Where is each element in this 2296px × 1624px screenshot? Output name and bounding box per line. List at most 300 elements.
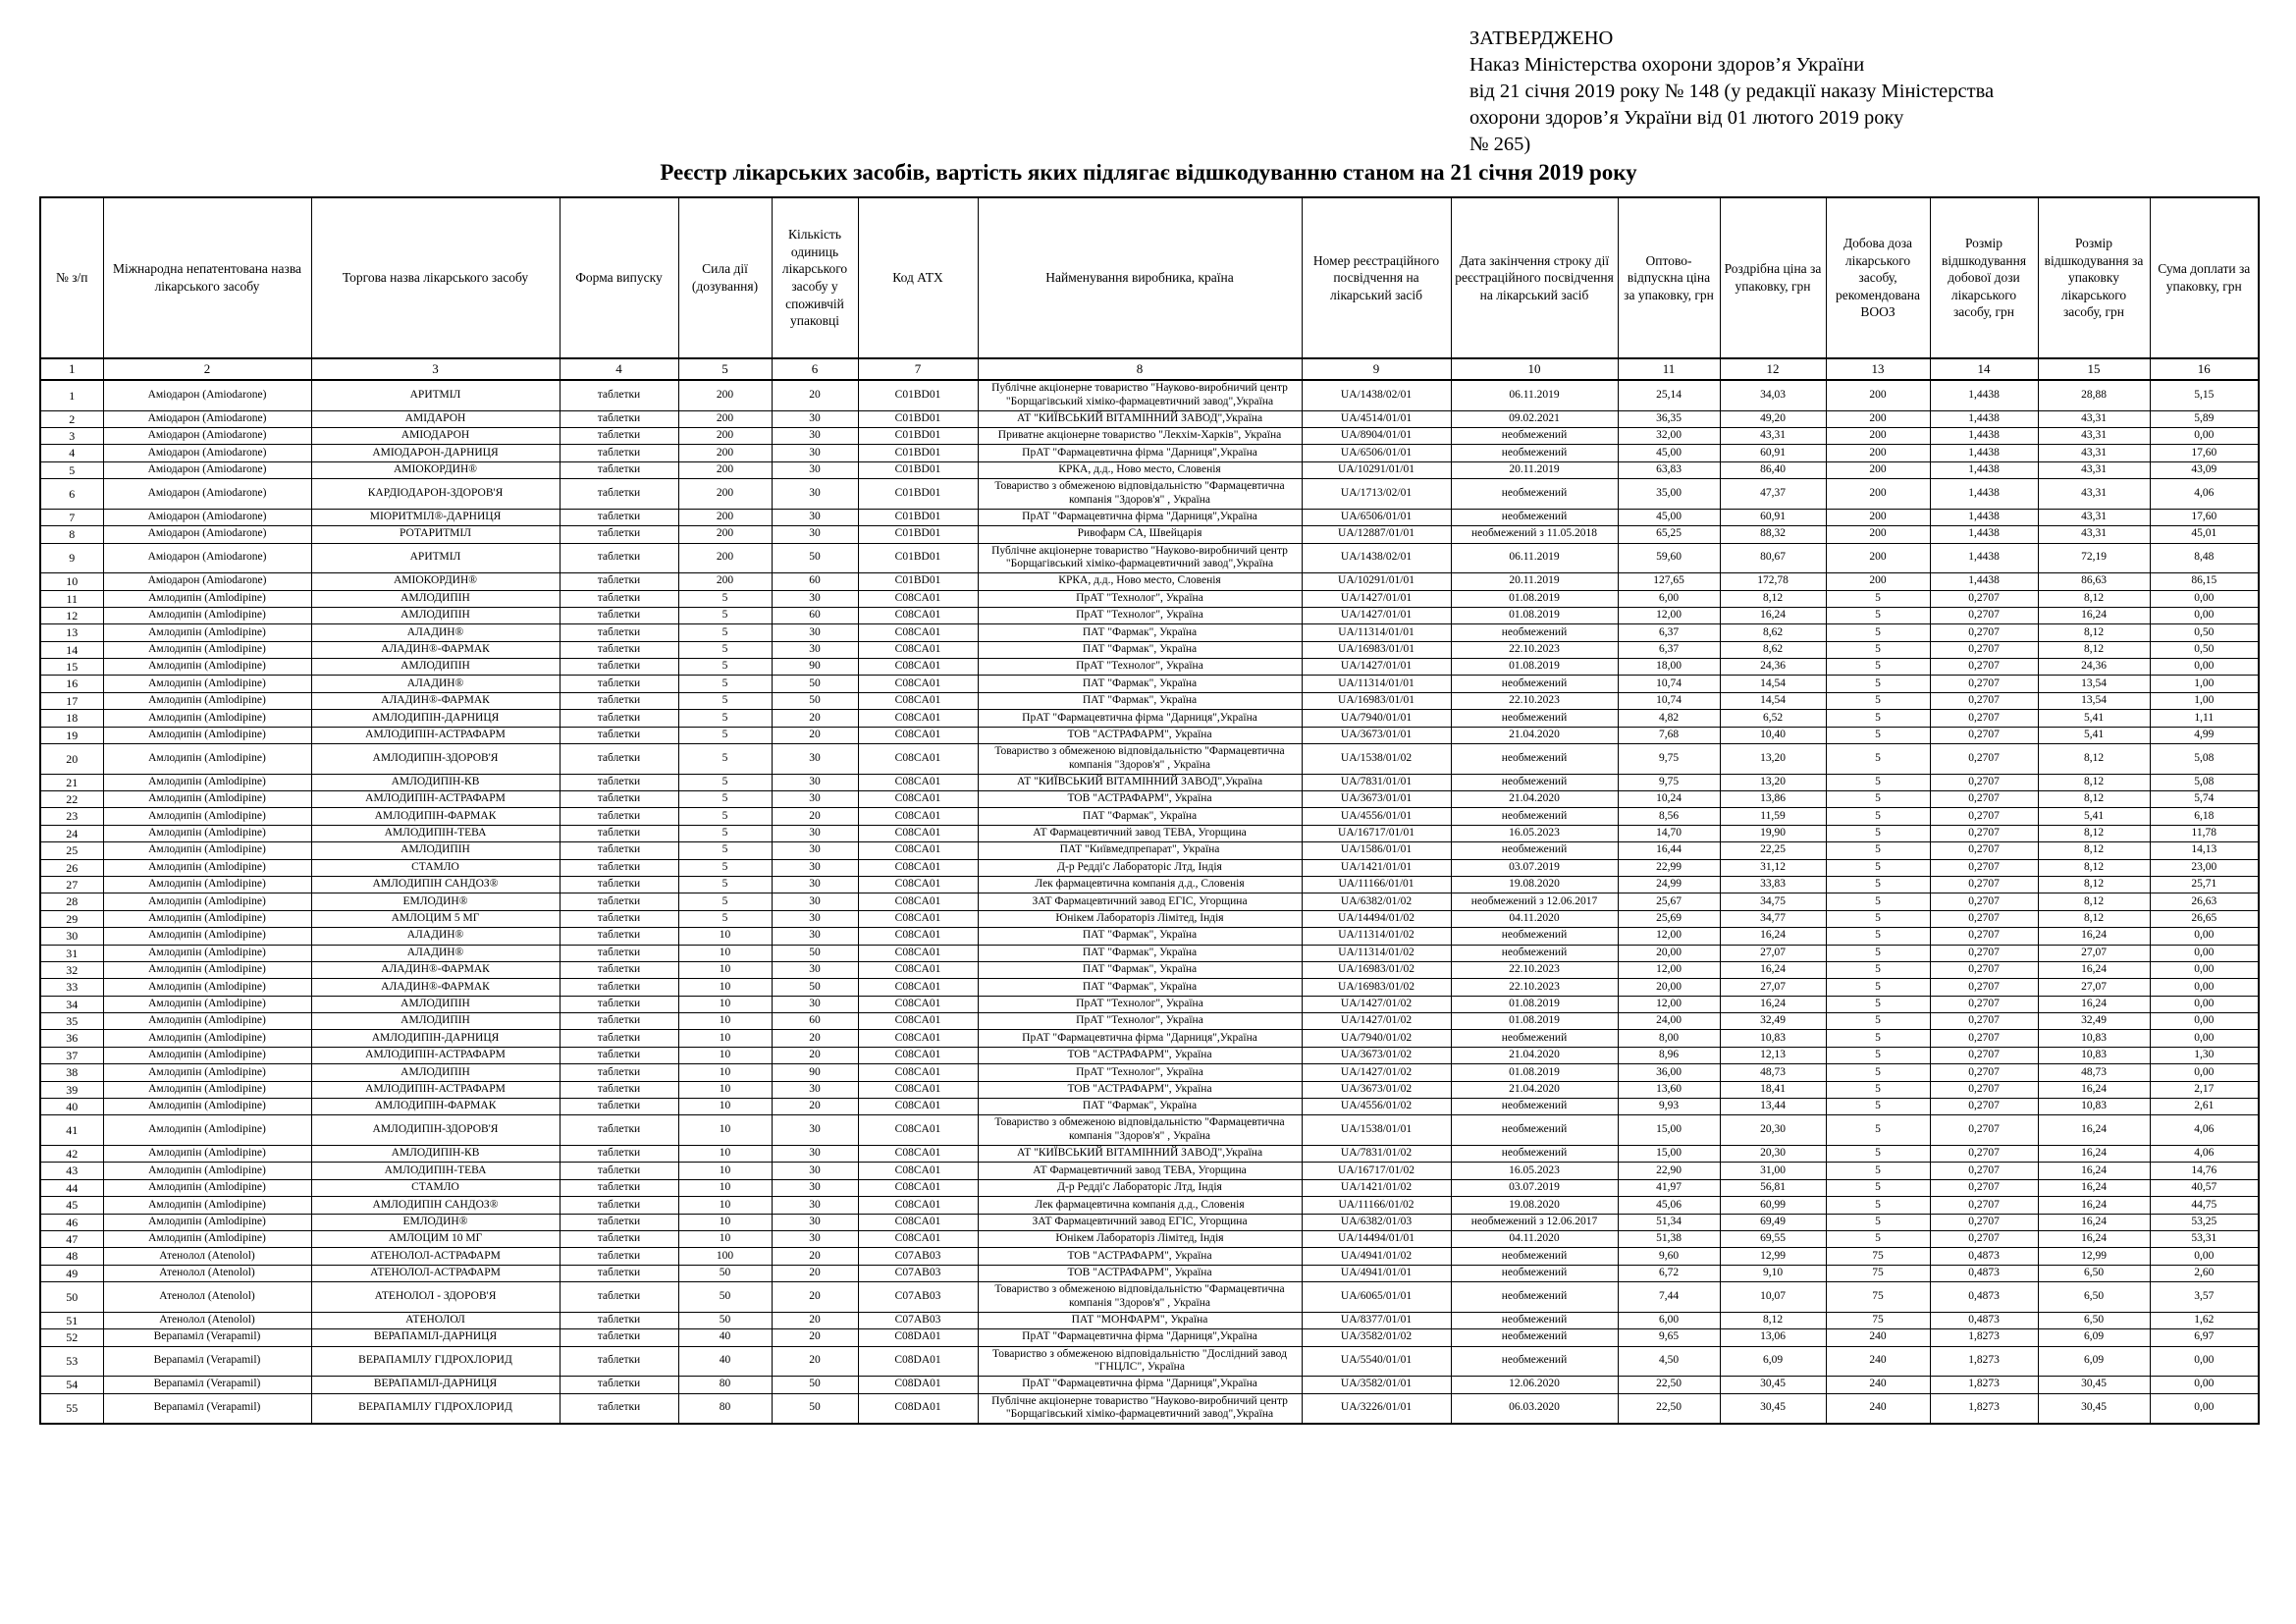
cell: 36 [40,1030,103,1047]
cell: 30,45 [2038,1377,2150,1393]
cell: C08CA01 [858,1099,978,1115]
cell: ПАТ "Київмедпрепарат", Україна [978,842,1302,859]
cell: 5 [1826,1230,1930,1247]
cell: 0,2707 [1930,774,2038,790]
cell: 45 [40,1197,103,1214]
cell: 9,65 [1618,1329,1720,1346]
cell: 0,2707 [1930,1115,2038,1146]
cell: 43,31 [2038,461,2150,478]
cell: АТЕНОЛОЛ [311,1312,560,1328]
cell: 24,36 [1720,659,1826,676]
cell: АМІОДАРОН [311,427,560,444]
cell: необмежений [1451,1346,1618,1377]
cell: C01BD01 [858,445,978,461]
cell: АМЛОДИПІН [311,607,560,623]
cell: UA/3673/01/02 [1302,1047,1451,1063]
column-header-16: Сума доплати за упаковку, грн [2150,197,2259,358]
column-header-12: Роздрібна ціна за упаковку, грн [1720,197,1826,358]
cell: 40 [678,1346,772,1377]
cell: 39 [40,1081,103,1098]
cell: 16,24 [1720,928,1826,945]
cell: 8,12 [2038,876,2150,893]
table-row [40,808,2259,825]
cell: таблетки [560,445,678,461]
cell: таблетки [560,893,678,910]
cell: 14,13 [2150,842,2259,859]
cell: 200 [678,573,772,590]
cell: АМЛОДИПІН-АСТРАФАРМ [311,1047,560,1063]
table-row [40,910,2259,927]
cell: 60,99 [1720,1197,1826,1214]
cell: КРКА, д.д., Ново место, Словенія [978,461,1302,478]
cell: 200 [1826,461,1930,478]
cell: 50 [772,945,858,961]
cell: 0,00 [2150,427,2259,444]
cell: Амлодипін (Amlodipine) [103,1081,311,1098]
cell: 5 [1826,1163,1930,1179]
table-row [40,842,2259,859]
column-number-row [40,358,2259,380]
cell: 0,00 [2150,659,2259,676]
cell: необмежений [1451,808,1618,825]
cell: 20 [772,727,858,743]
cell: АМЛОДИПІН-ДАРНИЦЯ [311,1030,560,1047]
cell: РОТАРИТМІЛ [311,526,560,543]
cell: ТОВ "АСТРАФАРМ", Україна [978,1081,1302,1098]
cell: 0,00 [2150,945,2259,961]
cell: 10 [678,1197,772,1214]
cell: 30 [772,445,858,461]
cell: КАРДІОДАРОН-ЗДОРОВ'Я [311,479,560,510]
cell: 5 [1826,727,1930,743]
cell: C01BD01 [858,410,978,427]
cell: C08CA01 [858,859,978,876]
cell: 0,2707 [1930,1163,2038,1179]
cell: необмежений [1451,710,1618,727]
cell: C08DA01 [858,1393,978,1424]
cell: UA/3673/01/01 [1302,791,1451,808]
cell: 12,00 [1618,928,1720,945]
cell: Амлодипін (Amlodipine) [103,727,311,743]
cell: таблетки [560,1312,678,1328]
cell: Амлодипін (Amlodipine) [103,961,311,978]
cell: 20 [772,1346,858,1377]
cell: необмежений [1451,509,1618,525]
cell: 30,45 [2038,1393,2150,1424]
cell: таблетки [560,1146,678,1163]
cell: UA/7940/01/02 [1302,1030,1451,1047]
cell: Атенолол (Atenolol) [103,1265,311,1281]
cell: 18 [40,710,103,727]
column-number-13: 13 [1826,358,1930,380]
cell: 25 [40,842,103,859]
cell: 13,60 [1618,1081,1720,1098]
cell: 30 [772,774,858,790]
cell: таблетки [560,1230,678,1247]
approval-line-5: № 265) [1469,134,1531,155]
cell: 5,74 [2150,791,2259,808]
cell: C08CA01 [858,692,978,709]
cell: 50 [678,1312,772,1328]
cell: C07AB03 [858,1312,978,1328]
cell: 8,12 [1720,590,1826,607]
cell: 8,12 [2038,825,2150,841]
cell: АЛАДИН® [311,624,560,641]
cell: UA/3673/01/01 [1302,727,1451,743]
cell: 200 [1826,526,1930,543]
cell: 25,67 [1618,893,1720,910]
cell: 8,12 [2038,842,2150,859]
cell: 0,00 [2150,996,2259,1012]
cell: Аміодарон (Amiodarone) [103,526,311,543]
cell: 5 [1826,1115,1930,1146]
cell: АМЛОЦИМ 10 МГ [311,1230,560,1247]
cell: 25,69 [1618,910,1720,927]
table-row [40,461,2259,478]
cell: UA/1538/01/01 [1302,1115,1451,1146]
cell: 5 [678,893,772,910]
cell: 4,99 [2150,727,2259,743]
cell: ВЕРАПАМІЛ-ДАРНИЦЯ [311,1329,560,1346]
cell: 30 [40,928,103,945]
cell: 20 [772,1312,858,1328]
cell: 22,99 [1618,859,1720,876]
cell: 32,49 [2038,1013,2150,1030]
cell: 30,45 [1720,1393,1826,1424]
cell: 1,8273 [1930,1346,2038,1377]
cell: 5 [1826,808,1930,825]
cell: АМІДАРОН [311,410,560,427]
cell: ПАТ "МОНФАРМ", Україна [978,1312,1302,1328]
cell: АРИТМІЛ [311,543,560,573]
cell: 35,00 [1618,479,1720,510]
cell: АЛАДИН® [311,676,560,692]
cell: 5 [678,624,772,641]
cell: UA/3582/01/01 [1302,1377,1451,1393]
cell: Ривофарм СА, Швейцарія [978,526,1302,543]
column-number-14: 14 [1930,358,2038,380]
cell: 5 [1826,590,1930,607]
cell: Амлодипін (Amlodipine) [103,1230,311,1247]
cell: 10 [678,1214,772,1230]
medicines-register-table [39,196,2260,1425]
cell: таблетки [560,1030,678,1047]
cell: 32 [40,961,103,978]
cell: 20 [772,1282,858,1313]
cell: 1,4438 [1930,526,2038,543]
cell: Амлодипін (Amlodipine) [103,979,311,996]
cell: 0,2707 [1930,1030,2038,1047]
cell: UA/1538/01/02 [1302,744,1451,775]
cell: Амлодипін (Amlodipine) [103,808,311,825]
cell: 49,20 [1720,410,1826,427]
column-number-12: 12 [1720,358,1826,380]
cell: 9 [40,543,103,573]
cell: 4,06 [2150,1146,2259,1163]
cell: таблетки [560,1163,678,1179]
cell: 0,2707 [1930,842,2038,859]
cell: UA/6506/01/01 [1302,509,1451,525]
cell: 5 [1826,928,1930,945]
cell: ВЕРАПАМІЛУ ГІДРОХЛОРИД [311,1346,560,1377]
cell: ПрАТ "Фармацевтична фірма "Дарниця",Україна [978,445,1302,461]
cell: UA/1427/01/01 [1302,659,1451,676]
cell: 20 [772,380,858,410]
cell: UA/8904/01/01 [1302,427,1451,444]
cell: 0,2707 [1930,692,2038,709]
table-row [40,1377,2259,1393]
cell: 50 [772,543,858,573]
table-row [40,710,2259,727]
cell: Юнікем Лабораторіз Лімітед, Індія [978,1230,1302,1247]
table-row [40,543,2259,573]
cell: необмежений [1451,1282,1618,1313]
cell: 5 [1826,961,1930,978]
cell: 30 [772,859,858,876]
table-row [40,1081,2259,1098]
cell: 0,2707 [1930,1146,2038,1163]
cell: 0,2707 [1930,744,2038,775]
cell: 45,01 [2150,526,2259,543]
cell: 50 [772,692,858,709]
cell: ПрАТ "Фармацевтична фірма "Дарниця",Україна [978,1030,1302,1047]
cell: 15 [40,659,103,676]
table-row [40,509,2259,525]
cell: необмежений [1451,1030,1618,1047]
cell: 5 [1826,876,1930,893]
column-header-14: Розмір відшкодування добової дози лікарського засобу, грн [1930,197,2038,358]
cell: 31 [40,945,103,961]
cell: 20,30 [1720,1146,1826,1163]
cell: Амлодипін (Amlodipine) [103,1115,311,1146]
cell: 200 [1826,427,1930,444]
column-header-3: Торгова назва лікарського засобу [311,197,560,358]
cell: АМІОКОРДИН® [311,573,560,590]
cell: 36,00 [1618,1064,1720,1081]
cell: 10 [678,1047,772,1063]
cell: 1,4438 [1930,461,2038,478]
cell: Аміодарон (Amiodarone) [103,509,311,525]
cell: 6,97 [2150,1329,2259,1346]
cell: 45,00 [1618,445,1720,461]
cell: 10 [40,573,103,590]
cell: 1,00 [2150,692,2259,709]
cell: 44,75 [2150,1197,2259,1214]
cell: C07AB03 [858,1265,978,1281]
cell: таблетки [560,1329,678,1346]
column-number-15: 15 [2038,358,2150,380]
table-row [40,996,2259,1012]
cell: 0,00 [2150,979,2259,996]
cell: 6,09 [1720,1346,1826,1377]
cell: АМЛОДИПІН-ФАРМАК [311,1099,560,1115]
cell: 0,2707 [1930,825,2038,841]
cell: 41,97 [1618,1179,1720,1196]
cell: 5 [1826,1081,1930,1098]
cell: ТОВ "АСТРАФАРМ", Україна [978,1265,1302,1281]
column-header-7: Код АТХ [858,197,978,358]
column-header-2: Міжнародна непатентована назва лікарського засобу [103,197,311,358]
cell: 16,24 [1720,607,1826,623]
cell: C08CA01 [858,1230,978,1247]
cell: ВЕРАПАМІЛУ ГІДРОХЛОРИД [311,1393,560,1424]
cell: 37 [40,1047,103,1063]
cell: АМЛОДИПІН-ТЕВА [311,825,560,841]
cell: необмежений [1451,427,1618,444]
cell: 30 [772,427,858,444]
cell: Амлодипін (Amlodipine) [103,710,311,727]
cell: необмежений з 12.06.2017 [1451,1214,1618,1230]
cell: ПрАТ "Технолог", Україна [978,659,1302,676]
cell: необмежений [1451,479,1618,510]
approval-line-2: Наказ Міністерства охорони здоров’я України [1469,54,1865,76]
cell: UA/6382/01/02 [1302,893,1451,910]
cell: 2,17 [2150,1081,2259,1098]
cell: C08CA01 [858,893,978,910]
cell: 30,45 [1720,1377,1826,1393]
cell: 0,00 [2150,928,2259,945]
cell: UA/3226/01/01 [1302,1393,1451,1424]
cell: 16 [40,676,103,692]
cell: 9,75 [1618,774,1720,790]
cell: C08CA01 [858,1197,978,1214]
cell: 0,2707 [1930,607,2038,623]
cell: Верапаміл (Verapamil) [103,1377,311,1393]
cell: 1,4438 [1930,479,2038,510]
cell: Д-р Редді'с Лабораторіс Лтд, Індія [978,1179,1302,1196]
cell: Амлодипін (Amlodipine) [103,1047,311,1063]
cell: 22.10.2023 [1451,641,1618,658]
cell: 0,00 [2150,961,2259,978]
cell: 29 [40,910,103,927]
cell: таблетки [560,945,678,961]
cell: 5,08 [2150,774,2259,790]
cell: 27,07 [2038,945,2150,961]
cell: UA/4556/01/01 [1302,808,1451,825]
cell: 0,4873 [1930,1282,2038,1313]
cell: 28,88 [2038,380,2150,410]
cell: 10 [678,1099,772,1115]
cell: 0,2707 [1930,961,2038,978]
cell: 240 [1826,1346,1930,1377]
table-row [40,641,2259,658]
cell: 0,00 [2150,1013,2259,1030]
cell: Атенолол (Atenolol) [103,1282,311,1313]
cell: АЛАДИН®-ФАРМАК [311,979,560,996]
cell: 30 [772,509,858,525]
cell: 43,31 [2038,509,2150,525]
cell: 50 [772,676,858,692]
cell: 5,41 [2038,808,2150,825]
cell: 50 [772,1377,858,1393]
cell: UA/8377/01/01 [1302,1312,1451,1328]
cell: 0,2707 [1930,791,2038,808]
cell: UA/5540/01/01 [1302,1346,1451,1377]
table-row [40,1230,2259,1247]
cell: АМЛОДИПІН САНДОЗ® [311,1197,560,1214]
cell: АМЛОДИПІН-АСТРАФАРМ [311,791,560,808]
cell: UA/1713/02/01 [1302,479,1451,510]
approval-line-1: ЗАТВЕРДЖЕНО [1469,27,1614,49]
cell: 5 [1826,996,1930,1012]
table-row [40,1346,2259,1377]
cell: C01BD01 [858,427,978,444]
cell: 19.08.2020 [1451,1197,1618,1214]
cell: 5 [678,910,772,927]
cell: 60,91 [1720,509,1826,525]
cell: Амлодипін (Amlodipine) [103,659,311,676]
cell: Амлодипін (Amlodipine) [103,744,311,775]
cell: 14 [40,641,103,658]
cell: 24,00 [1618,1013,1720,1030]
cell: 5 [1826,1197,1930,1214]
cell: Амлодипін (Amlodipine) [103,1064,311,1081]
cell: Амлодипін (Amlodipine) [103,692,311,709]
cell: 25,14 [1618,380,1720,410]
cell: C08CA01 [858,910,978,927]
cell: 8,56 [1618,808,1720,825]
cell: 13 [40,624,103,641]
cell: 01.08.2019 [1451,590,1618,607]
cell: 14,76 [2150,1163,2259,1179]
cell: C01BD01 [858,461,978,478]
cell: UA/12887/01/01 [1302,526,1451,543]
cell: 6,00 [1618,1312,1720,1328]
cell: 0,2707 [1930,928,2038,945]
cell: 20,00 [1618,945,1720,961]
cell: ВЕРАПАМІЛ-ДАРНИЦЯ [311,1377,560,1393]
cell: 6,50 [2038,1265,2150,1281]
cell: 72,19 [2038,543,2150,573]
cell: ПАТ "Фармак", Україна [978,961,1302,978]
cell: C08CA01 [858,774,978,790]
cell: Амлодипін (Amlodipine) [103,842,311,859]
cell: C08CA01 [858,641,978,658]
cell: Лек фармацевтична компанія д.д., Словенія [978,1197,1302,1214]
cell: таблетки [560,842,678,859]
cell: 32,00 [1618,427,1720,444]
cell: 27,07 [2038,979,2150,996]
cell: таблетки [560,1099,678,1115]
cell: 8,12 [1720,1312,1826,1328]
cell: 13,86 [1720,791,1826,808]
cell: 7,68 [1618,727,1720,743]
cell: АМЛОДИПІН [311,996,560,1012]
cell: 30 [772,461,858,478]
cell: Приватне акціонерне товариство "Лекхім-Харків", Україна [978,427,1302,444]
cell: C01BD01 [858,573,978,590]
cell: ПАТ "Фармак", Україна [978,979,1302,996]
cell: 10 [678,961,772,978]
cell: необмежений [1451,1146,1618,1163]
cell: 30 [772,825,858,841]
cell: 0,50 [2150,641,2259,658]
table-row [40,526,2259,543]
cell: 20 [772,1030,858,1047]
cell: 8,12 [2038,910,2150,927]
cell: таблетки [560,676,678,692]
cell: 16,24 [2038,1214,2150,1230]
cell: 5 [1826,1047,1930,1063]
cell: 75 [1826,1312,1930,1328]
cell: UA/11314/01/02 [1302,945,1451,961]
cell: 16,24 [2038,1197,2150,1214]
cell: 30 [772,876,858,893]
cell: ЗАТ Фармацевтичний завод ЕГІС, Угорщина [978,1214,1302,1230]
cell: 13,44 [1720,1099,1826,1115]
table-row [40,659,2259,676]
cell: C08CA01 [858,996,978,1012]
